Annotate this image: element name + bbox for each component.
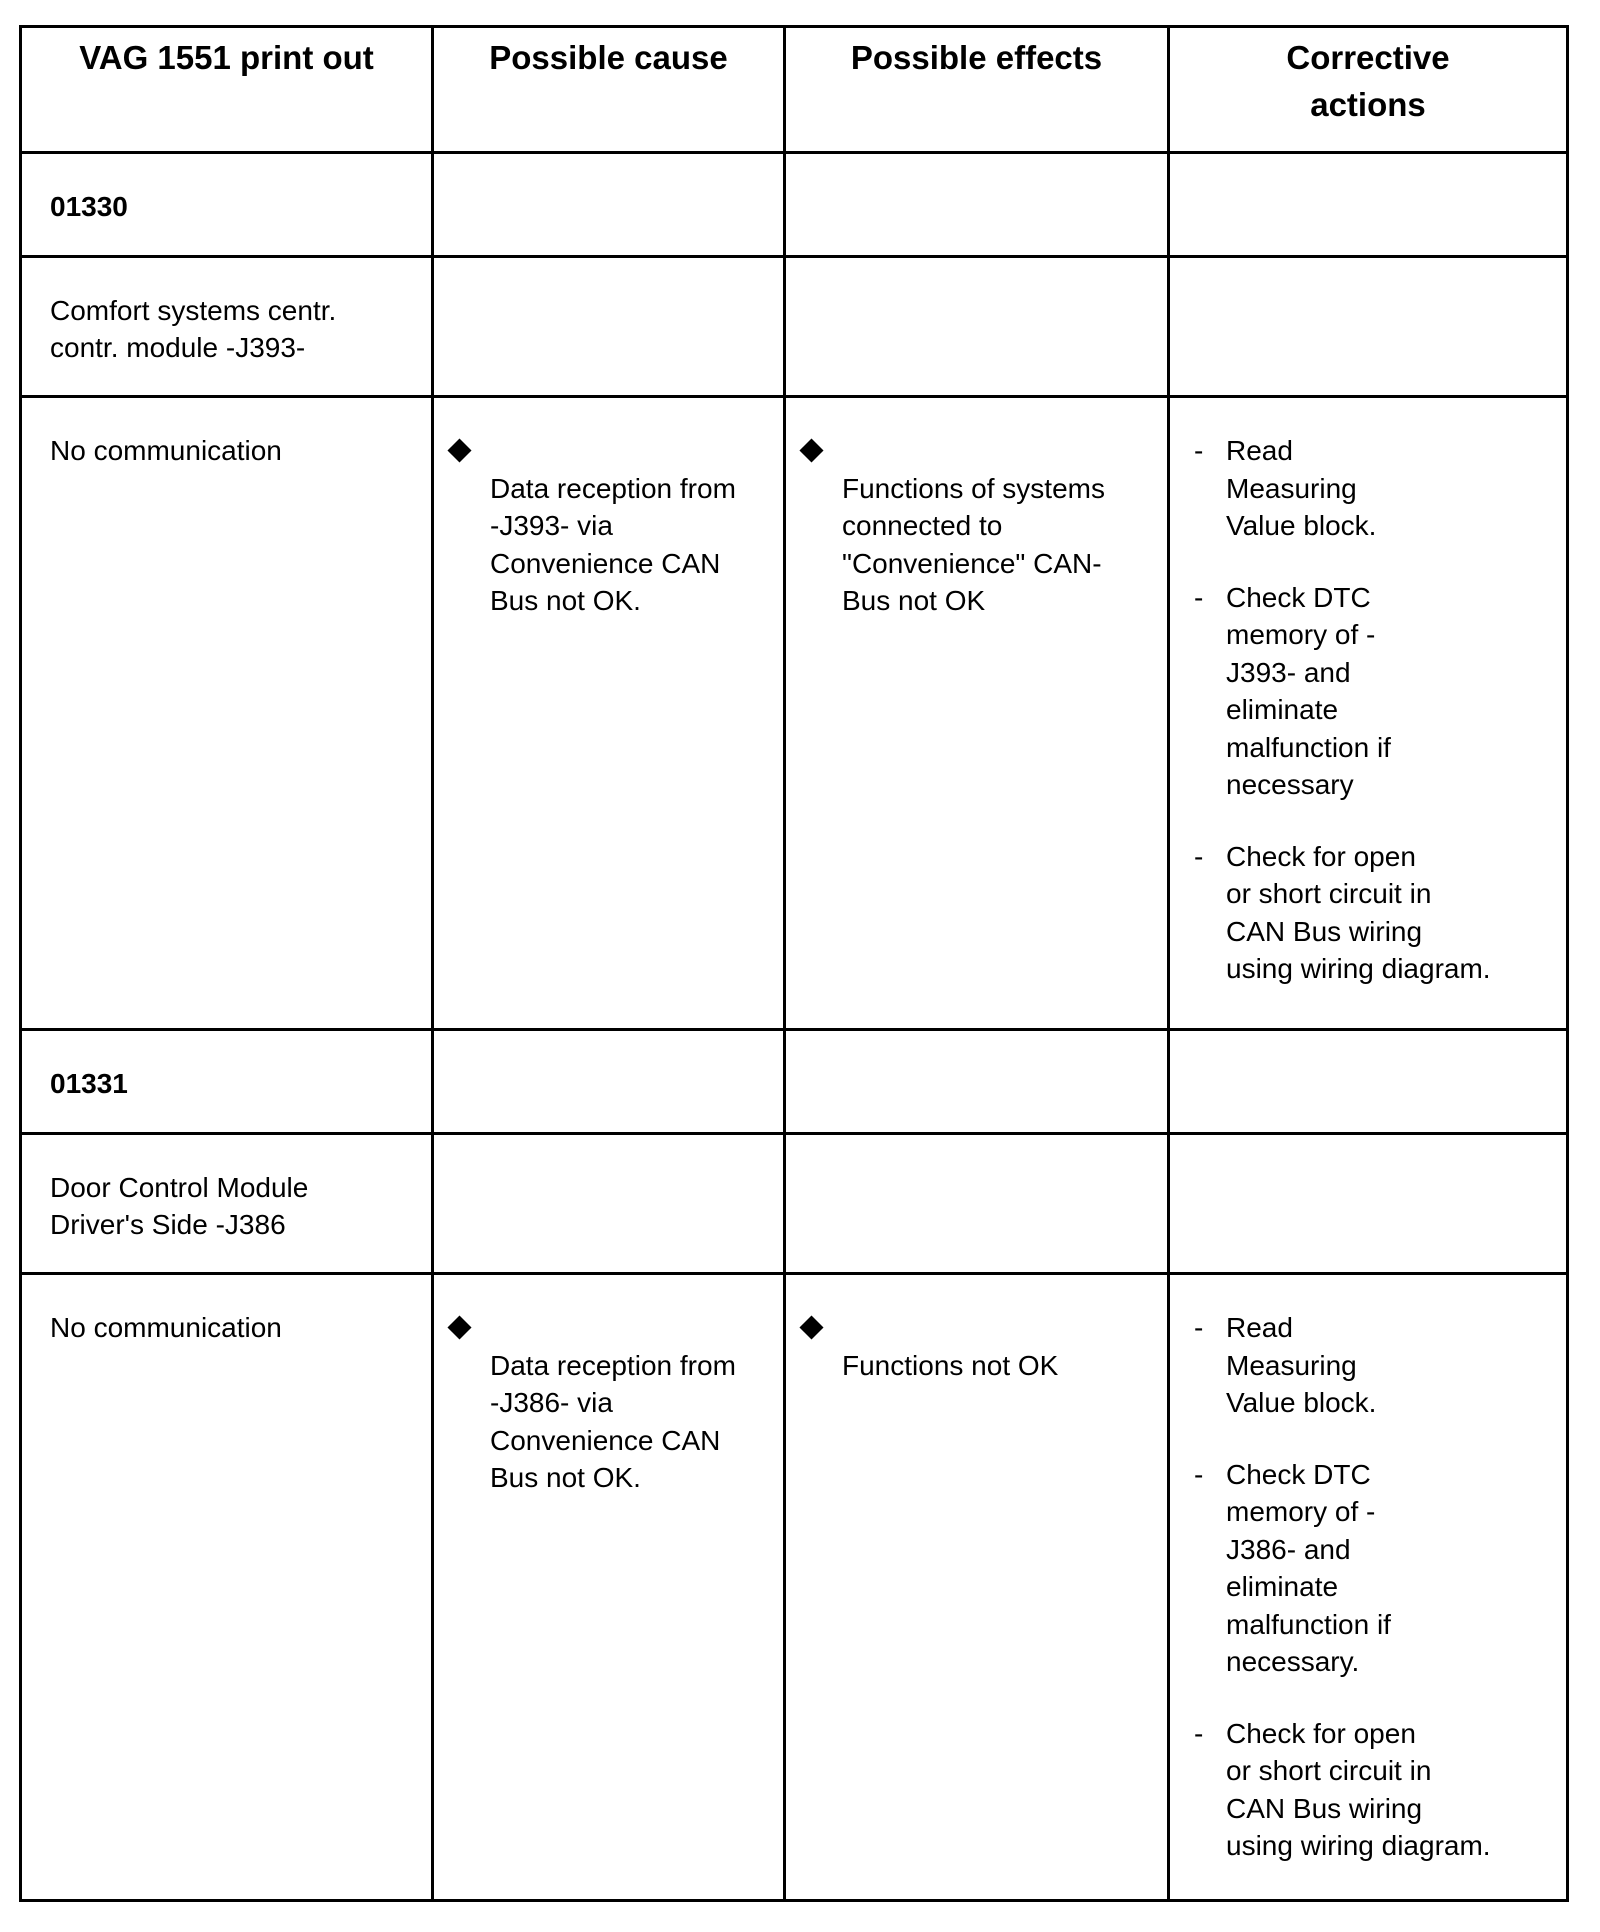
- empty-cell: [1169, 257, 1568, 397]
- cause-cell: [433, 397, 785, 1030]
- action-text: Check DTC memory of - J393- and eliminate malfunction if necessary: [1226, 581, 1391, 800]
- empty-cell: [1169, 153, 1568, 257]
- component-name: Door Control Module Driver's Side -J386: [50, 1172, 309, 1240]
- table-row: [21, 257, 1568, 397]
- fault-code: 01331: [50, 1068, 128, 1099]
- empty-cell: [1169, 1030, 1568, 1134]
- cause-text: Data reception from -J386- via Convenience CAN Bus not OK.: [490, 1349, 736, 1493]
- table-row: [21, 1030, 1568, 1134]
- list-item: [1194, 1456, 1560, 1681]
- diamond-bullet-icon: [447, 1315, 471, 1339]
- empty-cell: [433, 1030, 785, 1134]
- empty-cell: [1169, 1134, 1568, 1274]
- header-possible-effects: Possible effects: [785, 27, 1169, 153]
- printout-cell: [21, 397, 433, 1030]
- cause-bullet: [434, 398, 783, 620]
- printout-text: No communication: [50, 1312, 282, 1343]
- effect-cell: [785, 397, 1169, 1030]
- list-item: [1194, 432, 1560, 545]
- header-possible-cause: Possible cause: [433, 27, 785, 153]
- dash-icon: -: [1194, 581, 1204, 613]
- list-item: [1194, 1309, 1560, 1422]
- cause-text: Data reception from -J393- via Convenience CAN Bus not OK.: [490, 472, 736, 616]
- empty-cell: [433, 257, 785, 397]
- diamond-bullet-icon: [799, 438, 823, 462]
- fault-code: 01330: [50, 191, 128, 222]
- list-item: [1194, 838, 1560, 988]
- component-name: Comfort systems centr. contr. module -J393-: [50, 295, 337, 363]
- action-text: Check for open or short circuit in CAN Bus wiring using wiring diagram.: [1226, 840, 1491, 984]
- header-vag-printout: VAG 1551 print out: [21, 27, 433, 153]
- empty-cell: [785, 1134, 1169, 1274]
- diamond-bullet-icon: [799, 1315, 823, 1339]
- empty-cell: [785, 257, 1169, 397]
- table-row: [21, 397, 1568, 1030]
- effect-bullet: [786, 398, 1167, 620]
- empty-cell: [433, 153, 785, 257]
- effect-cell: [785, 1274, 1169, 1901]
- action-text: Read Measuring Value block.: [1226, 1312, 1377, 1418]
- printout-text: No communication: [50, 435, 282, 466]
- action-text: Check for open or short circuit in CAN Bus wiring using wiring diagram.: [1226, 1717, 1491, 1861]
- actions-list: [1170, 1275, 1566, 1865]
- action-text: Read Measuring Value block.: [1226, 435, 1377, 541]
- dash-icon: -: [1194, 840, 1204, 872]
- actions-list: [1170, 398, 1566, 988]
- header-row: [21, 27, 1568, 153]
- dash-icon: -: [1194, 1312, 1204, 1343]
- table-row: [21, 1134, 1568, 1274]
- action-text: Check DTC memory of - J386- and eliminate malfunction if necessary.: [1226, 1458, 1391, 1677]
- actions-cell: [1169, 397, 1568, 1030]
- effect-text: Functions of systems connected to "Convenience" CAN- Bus not OK: [842, 472, 1105, 616]
- component-name-cell: [21, 257, 433, 397]
- header-corrective-actions: Corrective actions: [1169, 27, 1568, 153]
- empty-cell: [785, 1030, 1169, 1134]
- fault-code-cell: [21, 1030, 433, 1134]
- cause-bullet: [434, 1275, 783, 1497]
- diamond-bullet-icon: [447, 438, 471, 462]
- component-name-cell: [21, 1134, 433, 1274]
- empty-cell: [433, 1134, 785, 1274]
- fault-code-cell: [21, 153, 433, 257]
- actions-cell: [1169, 1274, 1568, 1901]
- list-item: [1194, 1715, 1560, 1865]
- effect-text: Functions not OK: [842, 1349, 1059, 1381]
- dash-icon: -: [1194, 435, 1204, 466]
- list-item: [1194, 579, 1560, 804]
- printout-cell: [21, 1274, 433, 1901]
- diagnostic-table: [19, 25, 1569, 1902]
- cause-cell: [433, 1274, 785, 1901]
- table-row: [21, 1274, 1568, 1901]
- table-row: [21, 153, 1568, 257]
- dash-icon: -: [1194, 1458, 1204, 1490]
- empty-cell: [785, 153, 1169, 257]
- effect-bullet: [786, 1275, 1167, 1384]
- dash-icon: -: [1194, 1717, 1204, 1749]
